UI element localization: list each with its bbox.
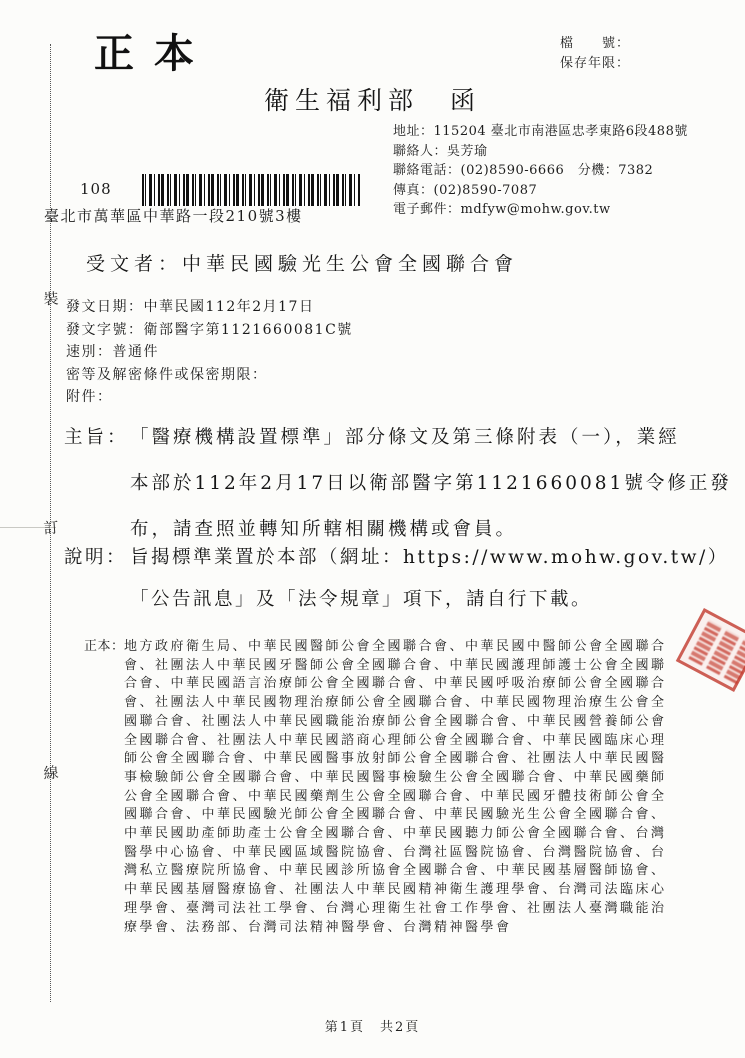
copy-list-text: 地方政府衛生局、中華民國醫師公會全國聯合會、中華民國中醫師公會全國聯合 會、社團法人中華民國牙醫師公會全國聯合會、中華民國護理師護士公會全國聯 合會、中華民國語言治療師公會全國聯合會、中華民國呼吸治療師公會全國聯合 會、社團法人中華民國物理治療師公會全國聯合會、中華民國物理治療生公會全 國聯合會、社團法人中華民國職能治療師公會全國聯合會、中華民國營養師公會 全國聯合會、社團法人中華民國諮商心理師公會全國聯合會、中華民國臨床心理 師公會全國聯合會、中華民國醫事放射師公會全國聯合會、社團法人中華民國醫 事檢驗師公會全國聯合會、中華民國醫事檢驗生公會全國聯合會、中華民國藥師 公會全國聯合會、中華民國藥劑生公會全國聯合會、中華民國牙體技術師公會全 國聯合會、中華民國驗光師公會全國聯合會、中華民國驗光生公會全國聯合會、 中華民國助產師助產士公會全國聯合會、中華民國聽力師公會全國聯合會、台灣 醫學中心協會、中華民國區域醫院協會、台灣社區醫院協會、台灣醫院協會、台 灣私立醫療院所協會、中華民國診所協會全國聯合會、中華民國基層醫師協會、 中華民國基層醫療協會、社團法人中華民國精神衛生護理學會、台灣司法臨床心 理學會、臺灣司法社工學會、台灣心理衛生社會工作學會、社團法人臺灣職能治 療學會、法務部、台灣司法精神醫學會、台灣精神醫學會 (124, 639, 667, 935)
copy-recipients-section (84, 638, 724, 937)
contact-email: 電子郵件：mdfyw@mohw.gov.tw (393, 202, 611, 217)
explanation-section (64, 537, 734, 621)
file-number-block (560, 34, 630, 74)
binding-mark-ding: 訂 (42, 518, 60, 538)
mailing-address: 臺北市萬華區中華路一段210號3樓 (44, 207, 303, 225)
subject-text: 「醫療機構設置標準」部分條文及第三條附表（一），業經 本部於112年2月17日以衛部醫字第1121660081號令修正發 布，請查照並轉知所轄相關機構或會員。 (130, 427, 732, 540)
explanation-label: 說明： (64, 547, 128, 568)
barcode (142, 174, 360, 206)
binding-mark-xian: 線 (42, 763, 60, 783)
issue-date: 發文日期：中華民國112年2月17日 (66, 299, 315, 315)
explanation-text: 旨揭標準業置於本部（網址：https://www.mohw.gov.tw/） 「公告訊息」及「法令規章」項下，請自行下載。 (130, 547, 729, 610)
page-footer: 第1頁 共2頁 (324, 1020, 421, 1035)
contact-address: 地址：115204 臺北市南港區忠孝東路6段488號 (393, 124, 688, 139)
binding-mark-zhuang: 裝 (42, 289, 60, 309)
document-title: 衛生福利部 函 (263, 86, 481, 115)
contact-block (393, 122, 688, 220)
contact-phone: 聯絡電話：(02)8590-6666 分機：7382 (393, 163, 654, 178)
retention-period-label: 保存年限： (560, 56, 631, 71)
document-number: 發文字號：衛部醫字第1121660081C號 (66, 321, 353, 338)
recipient-line: 受文者：中華民國驗光生公會全國聯合會 (86, 253, 519, 275)
subject-section (64, 415, 732, 553)
attachment: 附件： (66, 389, 113, 405)
meta-block (66, 296, 353, 409)
file-number-label: 檔 號： (560, 36, 631, 51)
copy-list-label: 正本： (84, 639, 125, 654)
speed-class: 速別：普通件 (66, 344, 159, 360)
contact-fax: 傳真：(02)8590-7087 (393, 182, 538, 198)
contact-person: 聯絡人：吳芳瑜 (393, 143, 488, 159)
security-class: 密等及解密條件或保密期限： (66, 366, 268, 383)
postal-code: 108 (80, 180, 112, 198)
subject-label: 主旨： (64, 427, 129, 448)
copy-type-label: 正本 (94, 30, 214, 77)
